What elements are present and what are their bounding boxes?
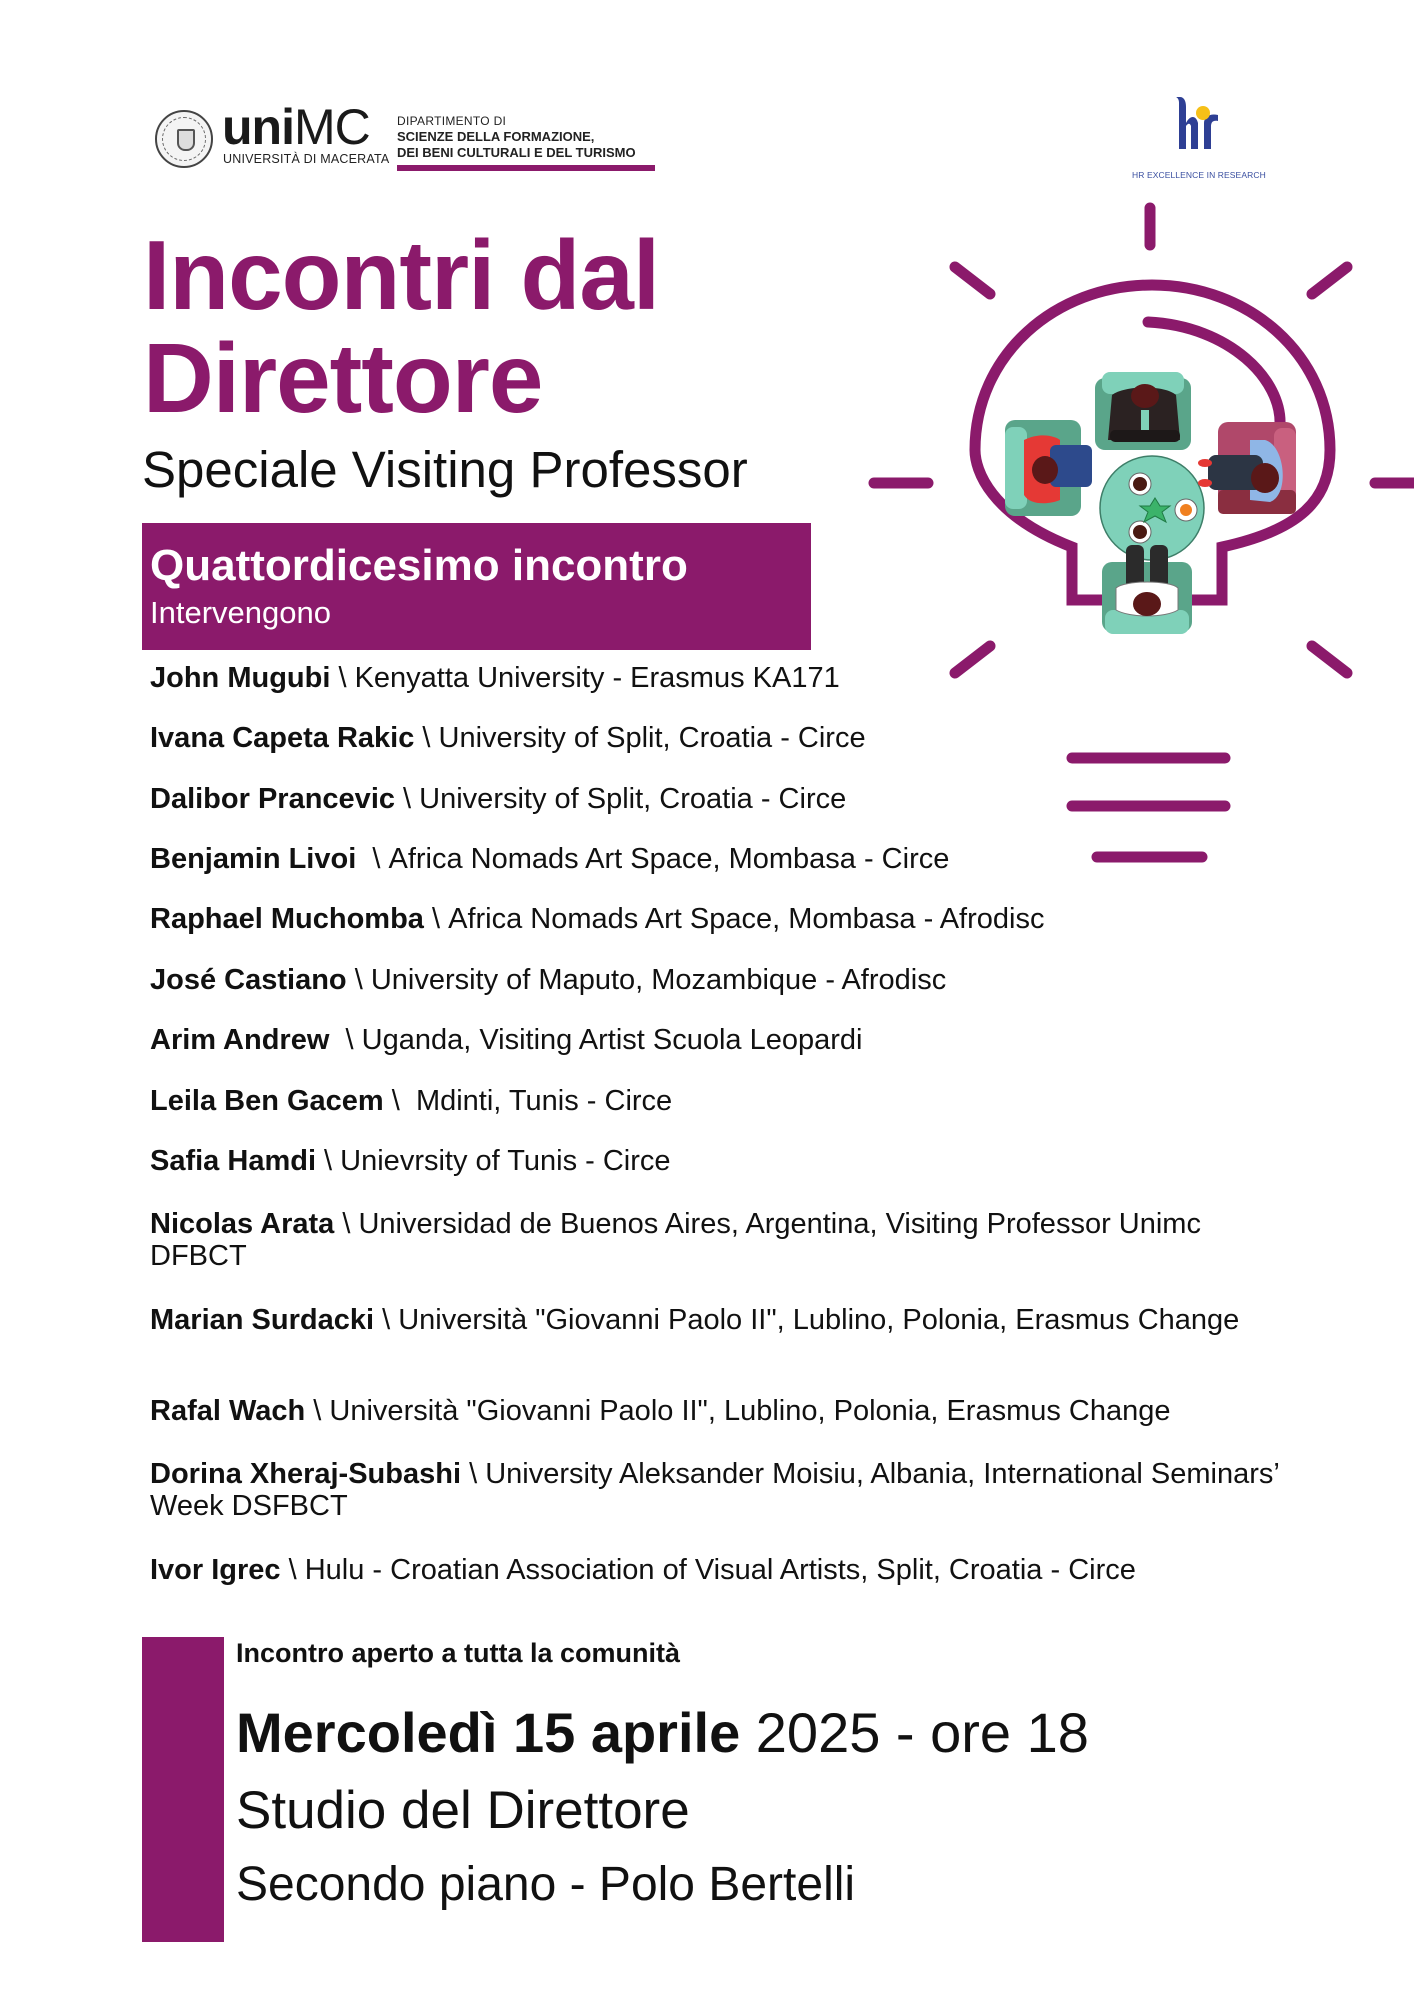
speaker-name: Ivana Capeta Rakic <box>150 722 415 754</box>
separator: \ <box>461 1458 486 1490</box>
speaker-item <box>150 1024 1330 1056</box>
speaker-affiliation: University of Split, Croatia - Circe <box>419 783 847 815</box>
speaker-name: José Castiano <box>150 964 347 996</box>
separator: \ <box>414 722 439 754</box>
wordmark-bold: uni <box>222 99 294 155</box>
separator: \ <box>423 903 449 935</box>
speaker-item <box>150 1395 1330 1427</box>
page-subtitle: Speciale Visiting Professor <box>142 441 748 498</box>
speaker-name: John Mugubi <box>150 662 331 694</box>
event-date-rest: 2025 - ore 18 <box>740 1701 1089 1764</box>
speaker-name: Marian Surdacki <box>150 1304 375 1336</box>
separator: \ <box>330 662 355 694</box>
speaker-affiliation: Africa Nomads Art Space, Mombasa - Afrodisc <box>448 903 1045 935</box>
separator: \ <box>383 1085 416 1117</box>
speaker-name: Arim Andrew <box>150 1024 330 1056</box>
speaker-affiliation: Università "Giovanni Paolo II", Lublino, Polonia, Erasmus Change <box>398 1304 1240 1336</box>
separator: \ <box>280 1554 305 1586</box>
speaker-name: Rafal Wach <box>150 1395 306 1427</box>
accent-bar <box>142 1637 224 1942</box>
university-seal-icon <box>155 110 213 168</box>
meeting-subtitle: Intervengono <box>150 595 331 630</box>
meeting-title: Quattordicesimo incontro <box>150 541 688 590</box>
speaker-name: Nicolas Arata <box>150 1208 335 1240</box>
separator: \ <box>334 1208 359 1240</box>
speaker-name: Dalibor Prancevic <box>150 783 395 815</box>
event-location: Studio del Direttore <box>236 1781 690 1840</box>
speaker-name: Raphael Muchomba <box>150 903 424 935</box>
hr-logo-caption: HR EXCELLENCE IN RESEARCH <box>1132 170 1266 180</box>
speaker-item <box>150 903 1330 935</box>
department-underline <box>397 165 655 171</box>
speaker-affiliation: Hulu - Croatian Association of Visual Artists, Split, Croatia - Circe <box>304 1554 1136 1586</box>
department-label: DIPARTIMENTO DI <box>397 114 507 128</box>
separator: \ <box>329 1024 362 1056</box>
speaker-item <box>150 1208 1280 1272</box>
event-date-bold: Mercoledì 15 aprile <box>236 1701 741 1764</box>
speaker-affiliation: Universidad de Buenos Aires, Argentina, Visiting Professor Unimc DFBCT <box>150 1208 1201 1272</box>
speaker-name: Leila Ben Gacem <box>150 1085 384 1117</box>
separator: \ <box>305 1395 330 1427</box>
department-name-line1: SCIENZE DELLA FORMAZIONE, <box>397 129 595 144</box>
speaker-name: Safia Hamdi <box>150 1145 316 1177</box>
speaker-item <box>150 1554 1330 1586</box>
speaker-item <box>150 1085 1330 1117</box>
speaker-item <box>150 1145 1330 1177</box>
meeting-banner <box>142 523 811 650</box>
title-line-1: Incontri dal <box>143 220 660 330</box>
speaker-affiliation: Africa Nomads Art Space, Mombasa - Circe <box>388 843 950 875</box>
speaker-affiliation: Università "Giovanni Paolo II", Lublino, Polonia, Erasmus Change <box>329 1395 1171 1427</box>
hr-excellence-logo-icon <box>1170 93 1230 153</box>
speaker-item <box>150 1458 1300 1522</box>
separator: \ <box>374 1304 399 1336</box>
event-date <box>236 1700 1089 1765</box>
separator: \ <box>346 964 371 996</box>
lightbulb-meeting-illustration-icon <box>860 190 1414 880</box>
unimc-wordmark <box>222 99 370 155</box>
speaker-affiliation: Uganda, Visiting Artist Scuola Leopardi <box>361 1024 863 1056</box>
speaker-item <box>150 1304 1280 1336</box>
speaker-affiliation: University of Maputo, Mozambique - Afrodisc <box>370 964 947 996</box>
speaker-name: Dorina Xheraj-Subashi <box>150 1458 462 1490</box>
event-location-detail: Secondo piano - Polo Bertelli <box>236 1858 856 1911</box>
wordmark-light: MC <box>293 99 370 155</box>
speaker-item <box>150 964 1330 996</box>
speaker-name: Benjamin Livoi <box>150 843 357 875</box>
separator: \ <box>356 843 389 875</box>
speaker-affiliation: Mdinti, Tunis - Circe <box>415 1085 673 1117</box>
separator: \ <box>395 783 420 815</box>
meeting-scene <box>1005 372 1296 634</box>
title-line-2: Direttore <box>143 323 543 433</box>
university-name: UNIVERSITÀ DI MACERATA <box>223 152 390 166</box>
speaker-affiliation: Kenyatta University - Erasmus KA171 <box>354 662 840 694</box>
separator: \ <box>316 1145 341 1177</box>
department-name-line2: DEI BENI CULTURALI E DEL TURISMO <box>397 145 636 160</box>
speaker-affiliation: University of Split, Croatia - Circe <box>438 722 866 754</box>
open-to-community-label: Incontro aperto a tutta la comunità <box>236 1638 681 1668</box>
page-title <box>143 220 660 433</box>
speaker-affiliation: Unievrsity of Tunis - Circe <box>340 1145 671 1177</box>
speaker-affiliation: University Aleksander Moisiu, Albania, International Seminars’ Week DSFBCT <box>150 1458 1279 1522</box>
speaker-name: Ivor Igrec <box>150 1554 281 1586</box>
